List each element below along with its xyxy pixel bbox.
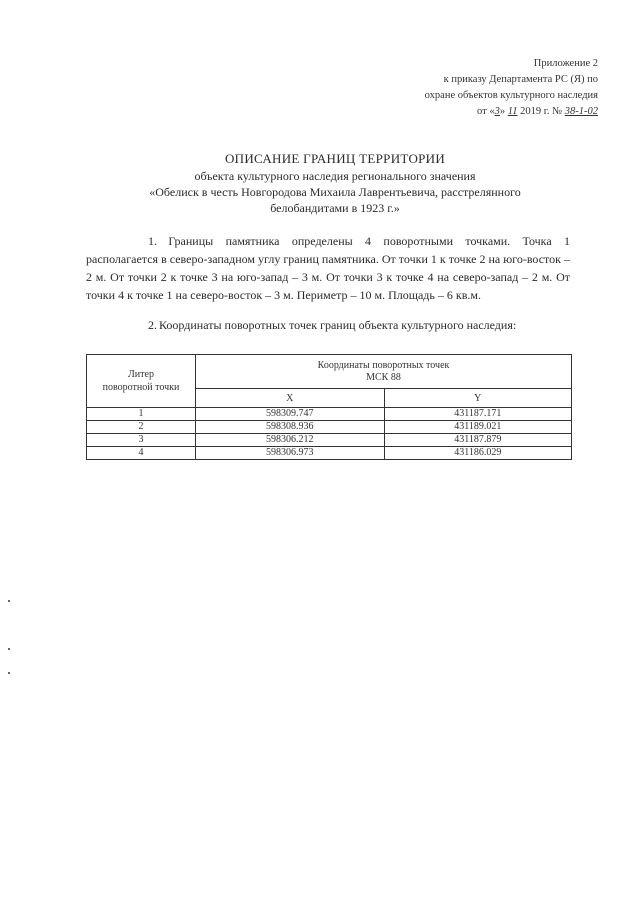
paragraph-1-text: Границы памятника определены 4 поворотными точками. Точка 1 располагается в северо-западном углу границ памятника. От точки 1 к точке 2 на юго-восток – 2 м. От точки 2 к точке 3 на юго-запад – 3 м. От точки 3 к точке 4 на северо-запад – 2 м. От точки 4 к точке 1 на северо-восток – 3 м. Периметр – 10 м. Площадь – 6 кв.м. <box>86 234 571 302</box>
header-coords-line-2: МСК 88 <box>366 371 401 383</box>
point-cell: 3 <box>87 434 196 447</box>
x-cell: 598308.936 <box>196 421 385 434</box>
title-line-3: «Обелиск в честь Новгородова Михаила Лаврентьевича, расстрелянного <box>149 185 521 199</box>
appendix-date-line <box>368 104 598 120</box>
scan-mark <box>8 600 10 602</box>
table-row <box>87 421 572 434</box>
header-y: Y <box>384 389 571 408</box>
x-cell: 598309.747 <box>196 408 385 421</box>
table-row <box>87 447 572 460</box>
date-number: 38-1-02 <box>564 106 598 117</box>
y-cell: 431186.029 <box>384 447 571 460</box>
header-x: X <box>196 389 385 408</box>
point-cell: 2 <box>87 421 196 434</box>
document-title <box>120 150 550 216</box>
point-cell: 4 <box>87 447 196 460</box>
paragraph-2-text: Координаты поворотных точек границ объекта культурного наследия: <box>159 318 517 332</box>
header-point-cell <box>87 355 196 408</box>
date-year: 2019 г. № <box>520 106 563 117</box>
paragraph-2 <box>86 316 570 334</box>
date-day: 3 <box>494 106 500 117</box>
point-cell: 1 <box>87 408 196 421</box>
date-month: 11 <box>507 106 518 117</box>
paragraph-1-number: 1. <box>148 234 157 248</box>
x-cell: 598306.973 <box>196 447 385 460</box>
table-row <box>87 434 572 447</box>
paragraph-2-number: 2. <box>148 318 157 332</box>
header-point-line-1: Литер <box>128 369 154 380</box>
y-cell: 431187.171 <box>384 408 571 421</box>
y-cell: 431187.879 <box>384 434 571 447</box>
scan-mark <box>8 648 10 650</box>
table-row <box>87 408 572 421</box>
table-header-row <box>87 355 572 389</box>
appendix-line-2: к приказу Департамента РС (Я) по <box>443 74 598 85</box>
coordinates-table <box>86 354 572 460</box>
appendix-header <box>368 56 598 120</box>
title-main: ОПИСАНИЕ ГРАНИЦ ТЕРРИТОРИИ <box>224 151 446 166</box>
appendix-line-1: Приложение 2 <box>533 58 598 69</box>
date-prefix: от « <box>477 106 495 117</box>
paragraph-1 <box>86 232 570 304</box>
title-line-4: белобандитами в 1923 г.» <box>270 201 400 215</box>
header-point-line-2: поворотной точки <box>102 382 180 393</box>
header-coords-cell <box>196 355 572 389</box>
y-cell: 431189.021 <box>384 421 571 434</box>
title-line-2: объекта культурного наследия регионального значения <box>194 169 476 183</box>
date-mid: » <box>499 106 506 117</box>
x-cell: 598306.212 <box>196 434 385 447</box>
scan-mark <box>8 672 10 674</box>
appendix-line-3: охране объектов культурного наследия <box>424 90 598 101</box>
header-coords-line-1: Координаты поворотных точек <box>317 359 450 371</box>
